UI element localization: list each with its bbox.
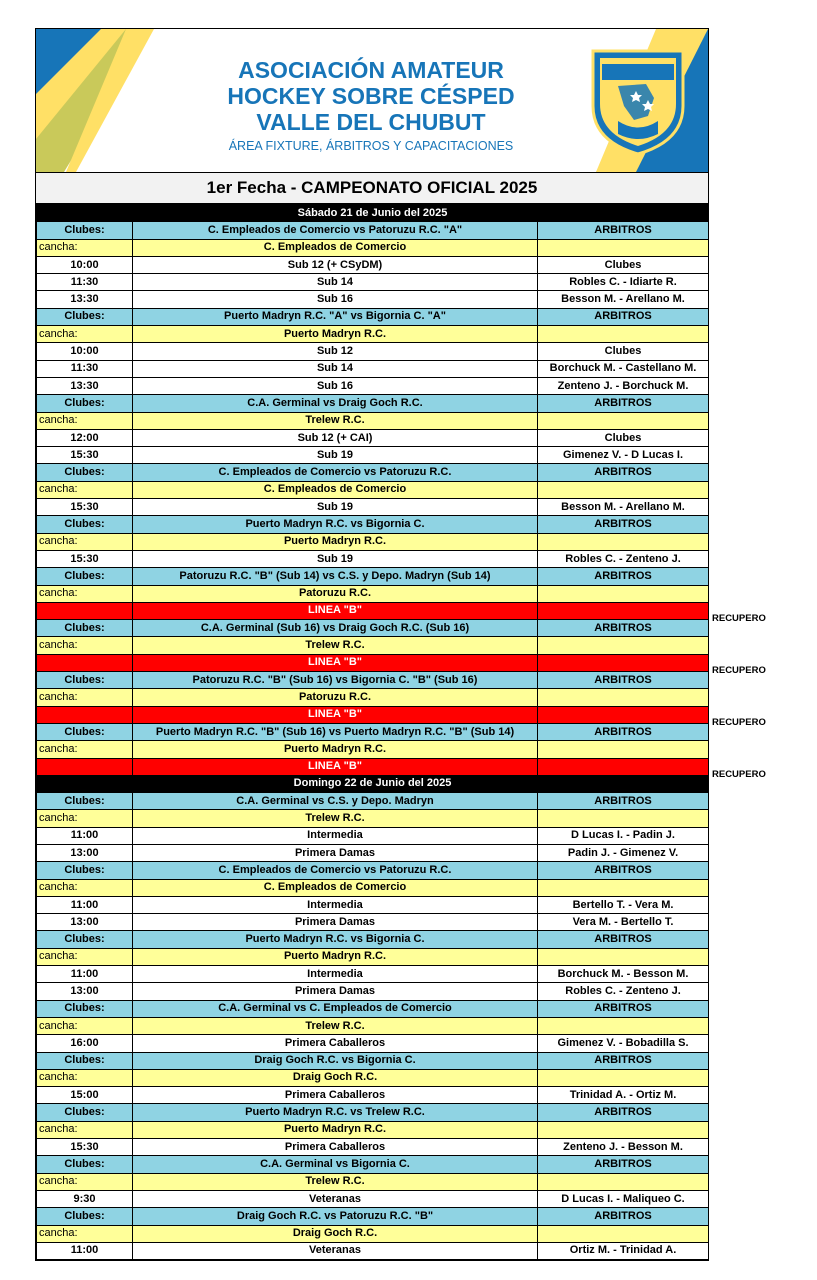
match-row: [37, 844, 709, 861]
row-label-cell: Clubes:: [37, 1104, 133, 1121]
cancha-row: [37, 1017, 709, 1034]
match-row: [37, 429, 709, 446]
match-row: [37, 1242, 709, 1259]
row-referee-cell: Gimenez V. - Bobadilla S.: [538, 1035, 709, 1052]
row-referee-cell: Robles C. - Idiarte R.: [538, 274, 709, 291]
row-label-cell: 16:00: [37, 1035, 133, 1052]
match-row: [37, 360, 709, 377]
row-label-cell: Clubes:: [37, 395, 133, 412]
row-label-cell: 15:30: [37, 447, 133, 464]
row-detail-cell: LINEA "B": [133, 706, 538, 723]
row-label-cell: cancha:: [37, 637, 133, 654]
row-label-cell: Clubes:: [37, 931, 133, 948]
row-detail-cell: Trelew R.C.: [133, 810, 538, 827]
cancha-row: [37, 689, 709, 706]
linea-row: [37, 654, 709, 671]
row-label-cell: [37, 706, 133, 723]
row-label-cell: cancha:: [37, 533, 133, 550]
row-detail-cell: C. Empleados de Comercio vs Patoruzu R.C.: [133, 464, 538, 481]
row-detail-cell: Sub 14: [133, 360, 538, 377]
row-detail-cell: Puerto Madryn R.C.: [133, 1121, 538, 1138]
row-label-cell: cancha:: [37, 481, 133, 498]
row-detail-cell: Puerto Madryn R.C.: [133, 326, 538, 343]
cancha-row: [37, 1121, 709, 1138]
row-detail-cell: Sub 16: [133, 377, 538, 394]
row-label-cell: 13:00: [37, 983, 133, 1000]
row-referee-cell: [538, 1173, 709, 1190]
clubs-row: [37, 723, 709, 740]
match-row: [37, 1139, 709, 1156]
row-detail-cell: Patoruzu R.C.: [133, 585, 538, 602]
cancha-row: [37, 741, 709, 758]
row-referee-cell: [538, 810, 709, 827]
row-detail-cell: C. Empleados de Comercio vs Patoruzu R.C. "A": [133, 222, 538, 239]
match-row: [37, 499, 709, 516]
row-referee-cell: D Lucas I. - Padin J.: [538, 827, 709, 844]
row-label-cell: cancha:: [37, 1017, 133, 1034]
row-label-cell: 15:30: [37, 499, 133, 516]
clubs-row: [37, 793, 709, 810]
row-referee-cell: Ortiz M. - Trinidad A.: [538, 1242, 709, 1259]
row-label-cell: Clubes:: [37, 723, 133, 740]
row-detail-cell: Sub 12 (+ CAI): [133, 429, 538, 446]
row-label-cell: cancha:: [37, 879, 133, 896]
row-detail-cell: Puerto Madryn R.C. vs Bigornia C.: [133, 516, 538, 533]
clubs-row: [37, 862, 709, 879]
row-label-cell: Clubes:: [37, 1052, 133, 1069]
row-detail-cell: Puerto Madryn R.C. vs Trelew R.C.: [133, 1104, 538, 1121]
row-detail-cell: C.A. Germinal (Sub 16) vs Draig Goch R.C. (Sub 16): [133, 620, 538, 637]
row-detail-cell: Intermedia: [133, 827, 538, 844]
org-name-line3: VALLE DEL CHUBUT: [256, 109, 486, 135]
row-label-cell: cancha:: [37, 239, 133, 256]
row-detail-cell: Patoruzu R.C. "B" (Sub 14) vs C.S. y Depo. Madryn (Sub 14): [133, 568, 538, 585]
row-referee-cell: ARBITROS: [538, 931, 709, 948]
match-row: [37, 550, 709, 567]
row-referee-cell: [538, 1069, 709, 1086]
row-detail-cell: Puerto Madryn R.C. "B" (Sub 16) vs Puerto Madryn R.C. "B" (Sub 14): [133, 723, 538, 740]
day-header-row: [37, 775, 709, 792]
clubs-row: [37, 516, 709, 533]
cancha-row: [37, 326, 709, 343]
clubs-row: [37, 1052, 709, 1069]
linea-row: [37, 706, 709, 723]
row-referee-cell: ARBITROS: [538, 1052, 709, 1069]
row-referee-cell: Clubes: [538, 429, 709, 446]
row-referee-cell: Gimenez V. - D Lucas I.: [538, 447, 709, 464]
match-row: [37, 274, 709, 291]
row-label-cell: cancha:: [37, 810, 133, 827]
row-detail-cell: Sub 19: [133, 550, 538, 567]
row-referee-cell: [538, 654, 709, 671]
row-label-cell: cancha:: [37, 326, 133, 343]
row-referee-cell: ARBITROS: [538, 620, 709, 637]
row-detail-cell: Sub 12: [133, 343, 538, 360]
row-label-cell: [37, 602, 133, 619]
row-detail-cell: Puerto Madryn R.C. "A" vs Bigornia C. "A": [133, 308, 538, 325]
linea-row: [37, 758, 709, 775]
row-label-cell: Clubes:: [37, 862, 133, 879]
row-referee-cell: [538, 1017, 709, 1034]
row-detail-cell: Trelew R.C.: [133, 1173, 538, 1190]
match-row: [37, 914, 709, 931]
row-detail-cell: Sub 16: [133, 291, 538, 308]
row-referee-cell: Trinidad A. - Ortiz M.: [538, 1087, 709, 1104]
row-label-cell: cancha:: [37, 1069, 133, 1086]
row-label-cell: Clubes:: [37, 1000, 133, 1017]
cancha-row: [37, 637, 709, 654]
row-referee-cell: [538, 239, 709, 256]
row-referee-cell: [538, 1121, 709, 1138]
row-detail-cell: Draig Goch R.C.: [133, 1225, 538, 1242]
row-detail-cell: LINEA "B": [133, 654, 538, 671]
row-referee-cell: Robles C. - Zenteno J.: [538, 983, 709, 1000]
row-referee-cell: ARBITROS: [538, 222, 709, 239]
row-referee-cell: [538, 706, 709, 723]
row-detail-cell: Intermedia: [133, 896, 538, 913]
row-label-cell: 15:30: [37, 550, 133, 567]
row-label-cell: 10:00: [37, 256, 133, 273]
match-row: [37, 447, 709, 464]
row-label-cell: 11:30: [37, 360, 133, 377]
match-row: [37, 1035, 709, 1052]
row-label-cell: 12:00: [37, 429, 133, 446]
fixture-sheet: [35, 28, 709, 1261]
row-label-cell: Clubes:: [37, 672, 133, 689]
match-row: [37, 896, 709, 913]
row-label-cell: 11:00: [37, 966, 133, 983]
row-referee-cell: Borchuck M. - Castellano M.: [538, 360, 709, 377]
page-title: 1er Fecha - CAMPEONATO OFICIAL 2025: [36, 173, 708, 204]
row-label-cell: cancha:: [37, 689, 133, 706]
row-label-cell: cancha:: [37, 1173, 133, 1190]
linea-row: [37, 602, 709, 619]
match-row: [37, 291, 709, 308]
cancha-row: [37, 1173, 709, 1190]
row-detail-cell: C.A. Germinal vs Bigornia C.: [133, 1156, 538, 1173]
row-referee-cell: Besson M. - Arellano M.: [538, 291, 709, 308]
row-detail-cell: Patoruzu R.C. "B" (Sub 16) vs Bigornia C. "B" (Sub 16): [133, 672, 538, 689]
clubs-row: [37, 464, 709, 481]
row-detail-cell: Sub 14: [133, 274, 538, 291]
clubs-row: [37, 308, 709, 325]
row-label-cell: cancha:: [37, 948, 133, 965]
recupero-note: RECUPERO: [712, 664, 766, 676]
cancha-row: [37, 810, 709, 827]
row-referee-cell: [538, 637, 709, 654]
row-detail-cell: Primera Damas: [133, 914, 538, 931]
row-referee-cell: Padin J. - Gimenez V.: [538, 844, 709, 861]
row-detail-cell: Veteranas: [133, 1190, 538, 1207]
row-referee-cell: Besson M. - Arellano M.: [538, 499, 709, 516]
row-referee-cell: [538, 481, 709, 498]
row-detail-cell: C.A. Germinal vs C. Empleados de Comercio: [133, 1000, 538, 1017]
row-label-cell: Clubes:: [37, 1156, 133, 1173]
row-detail-cell: Puerto Madryn R.C.: [133, 948, 538, 965]
row-detail-cell: LINEA "B": [133, 602, 538, 619]
row-label-cell: 15:30: [37, 1139, 133, 1156]
header-banner: [36, 29, 708, 173]
row-label-cell: 11:00: [37, 827, 133, 844]
association-crest-logo: [588, 46, 688, 156]
row-label-cell: 9:30: [37, 1190, 133, 1207]
row-label-cell: 11:00: [37, 1242, 133, 1259]
row-label-cell: Clubes:: [37, 1208, 133, 1225]
row-label-cell: cancha:: [37, 1225, 133, 1242]
match-row: [37, 983, 709, 1000]
row-detail-cell: LINEA "B": [133, 758, 538, 775]
match-row: [37, 966, 709, 983]
row-referee-cell: [538, 1225, 709, 1242]
row-detail-cell: C.A. Germinal vs C.S. y Depo. Madryn: [133, 793, 538, 810]
row-label-cell: 13:30: [37, 291, 133, 308]
row-label-cell: Clubes:: [37, 568, 133, 585]
clubs-row: [37, 1000, 709, 1017]
row-detail-cell: Primera Caballeros: [133, 1139, 538, 1156]
row-referee-cell: ARBITROS: [538, 1000, 709, 1017]
row-detail-cell: Patoruzu R.C.: [133, 689, 538, 706]
fixture-table: [36, 204, 709, 1260]
row-label-cell: Clubes:: [37, 793, 133, 810]
match-row: [37, 377, 709, 394]
row-referee-cell: ARBITROS: [538, 568, 709, 585]
row-detail-cell: Primera Damas: [133, 844, 538, 861]
clubs-row: [37, 568, 709, 585]
row-label-cell: 13:00: [37, 844, 133, 861]
clubs-row: [37, 931, 709, 948]
row-label-cell: 10:00: [37, 343, 133, 360]
row-detail-cell: Primera Caballeros: [133, 1087, 538, 1104]
row-referee-cell: ARBITROS: [538, 308, 709, 325]
row-detail-cell: Puerto Madryn R.C.: [133, 741, 538, 758]
day-title: Domingo 22 de Junio del 2025: [37, 775, 709, 792]
row-detail-cell: C. Empleados de Comercio: [133, 879, 538, 896]
row-referee-cell: [538, 758, 709, 775]
row-detail-cell: Trelew R.C.: [133, 637, 538, 654]
row-referee-cell: Clubes: [538, 343, 709, 360]
clubs-row: [37, 1156, 709, 1173]
row-detail-cell: Puerto Madryn R.C. vs Bigornia C.: [133, 931, 538, 948]
row-label-cell: 11:00: [37, 896, 133, 913]
row-detail-cell: Trelew R.C.: [133, 1017, 538, 1034]
row-referee-cell: ARBITROS: [538, 672, 709, 689]
match-row: [37, 1087, 709, 1104]
cancha-row: [37, 1069, 709, 1086]
row-referee-cell: Robles C. - Zenteno J.: [538, 550, 709, 567]
row-label-cell: 15:00: [37, 1087, 133, 1104]
row-referee-cell: Clubes: [538, 256, 709, 273]
row-referee-cell: Zenteno J. - Borchuck M.: [538, 377, 709, 394]
clubs-row: [37, 672, 709, 689]
row-label-cell: Clubes:: [37, 620, 133, 637]
row-detail-cell: Draig Goch R.C.: [133, 1069, 538, 1086]
row-label-cell: 13:30: [37, 377, 133, 394]
row-detail-cell: Trelew R.C.: [133, 412, 538, 429]
row-detail-cell: Sub 19: [133, 447, 538, 464]
row-detail-cell: C.A. Germinal vs Draig Goch R.C.: [133, 395, 538, 412]
org-name-line2: HOCKEY SOBRE CÉSPED: [227, 83, 515, 109]
clubs-row: [37, 1208, 709, 1225]
row-detail-cell: C. Empleados de Comercio: [133, 239, 538, 256]
row-label-cell: [37, 654, 133, 671]
row-detail-cell: Intermedia: [133, 966, 538, 983]
row-referee-cell: ARBITROS: [538, 862, 709, 879]
org-subtitle: ÁREA FIXTURE, ÁRBITROS Y CAPACITACIONES: [228, 139, 514, 153]
recupero-note: RECUPERO: [712, 612, 766, 624]
row-referee-cell: Zenteno J. - Besson M.: [538, 1139, 709, 1156]
row-label-cell: Clubes:: [37, 222, 133, 239]
row-detail-cell: Sub 19: [133, 499, 538, 516]
row-referee-cell: [538, 741, 709, 758]
row-label-cell: Clubes:: [37, 464, 133, 481]
row-referee-cell: ARBITROS: [538, 395, 709, 412]
row-referee-cell: [538, 602, 709, 619]
row-referee-cell: [538, 412, 709, 429]
row-label-cell: 13:00: [37, 914, 133, 931]
cancha-row: [37, 1225, 709, 1242]
row-detail-cell: Veteranas: [133, 1242, 538, 1259]
row-detail-cell: Sub 12 (+ CSyDM): [133, 256, 538, 273]
row-detail-cell: Primera Damas: [133, 983, 538, 1000]
day-title: Sábado 21 de Junio del 2025: [37, 205, 709, 222]
clubs-row: [37, 1104, 709, 1121]
cancha-row: [37, 948, 709, 965]
cancha-row: [37, 585, 709, 602]
row-referee-cell: ARBITROS: [538, 464, 709, 481]
row-referee-cell: [538, 326, 709, 343]
row-label-cell: 11:30: [37, 274, 133, 291]
row-referee-cell: [538, 689, 709, 706]
match-row: [37, 1190, 709, 1207]
clubs-row: [37, 395, 709, 412]
match-row: [37, 256, 709, 273]
row-referee-cell: ARBITROS: [538, 1104, 709, 1121]
row-detail-cell: C. Empleados de Comercio: [133, 481, 538, 498]
row-label-cell: cancha:: [37, 1121, 133, 1138]
row-label-cell: Clubes:: [37, 308, 133, 325]
row-label-cell: cancha:: [37, 412, 133, 429]
row-detail-cell: Primera Caballeros: [133, 1035, 538, 1052]
row-label-cell: Clubes:: [37, 516, 133, 533]
row-referee-cell: Borchuck M. - Besson M.: [538, 966, 709, 983]
day-header-row: [37, 205, 709, 222]
row-label-cell: cancha:: [37, 741, 133, 758]
cancha-row: [37, 239, 709, 256]
row-label-cell: cancha:: [37, 585, 133, 602]
recupero-note: RECUPERO: [712, 716, 766, 728]
row-referee-cell: ARBITROS: [538, 516, 709, 533]
cancha-row: [37, 412, 709, 429]
row-detail-cell: C. Empleados de Comercio vs Patoruzu R.C.: [133, 862, 538, 879]
row-referee-cell: ARBITROS: [538, 1156, 709, 1173]
row-referee-cell: ARBITROS: [538, 1208, 709, 1225]
clubs-row: [37, 620, 709, 637]
org-name-line1: ASOCIACIÓN AMATEUR: [238, 57, 504, 83]
row-referee-cell: [538, 533, 709, 550]
clubs-row: [37, 222, 709, 239]
row-referee-cell: [538, 879, 709, 896]
row-referee-cell: Vera M. - Bertello T.: [538, 914, 709, 931]
cancha-row: [37, 481, 709, 498]
match-row: [37, 343, 709, 360]
row-referee-cell: [538, 585, 709, 602]
cancha-row: [37, 879, 709, 896]
row-referee-cell: [538, 948, 709, 965]
row-detail-cell: Draig Goch R.C. vs Bigornia C.: [133, 1052, 538, 1069]
row-label-cell: [37, 758, 133, 775]
row-referee-cell: D Lucas I. - Maliqueo C.: [538, 1190, 709, 1207]
row-referee-cell: ARBITROS: [538, 723, 709, 740]
recupero-note: RECUPERO: [712, 768, 766, 780]
row-detail-cell: Draig Goch R.C. vs Patoruzu R.C. "B": [133, 1208, 538, 1225]
match-row: [37, 827, 709, 844]
row-referee-cell: ARBITROS: [538, 793, 709, 810]
cancha-row: [37, 533, 709, 550]
row-referee-cell: Bertello T. - Vera M.: [538, 896, 709, 913]
row-detail-cell: Puerto Madryn R.C.: [133, 533, 538, 550]
